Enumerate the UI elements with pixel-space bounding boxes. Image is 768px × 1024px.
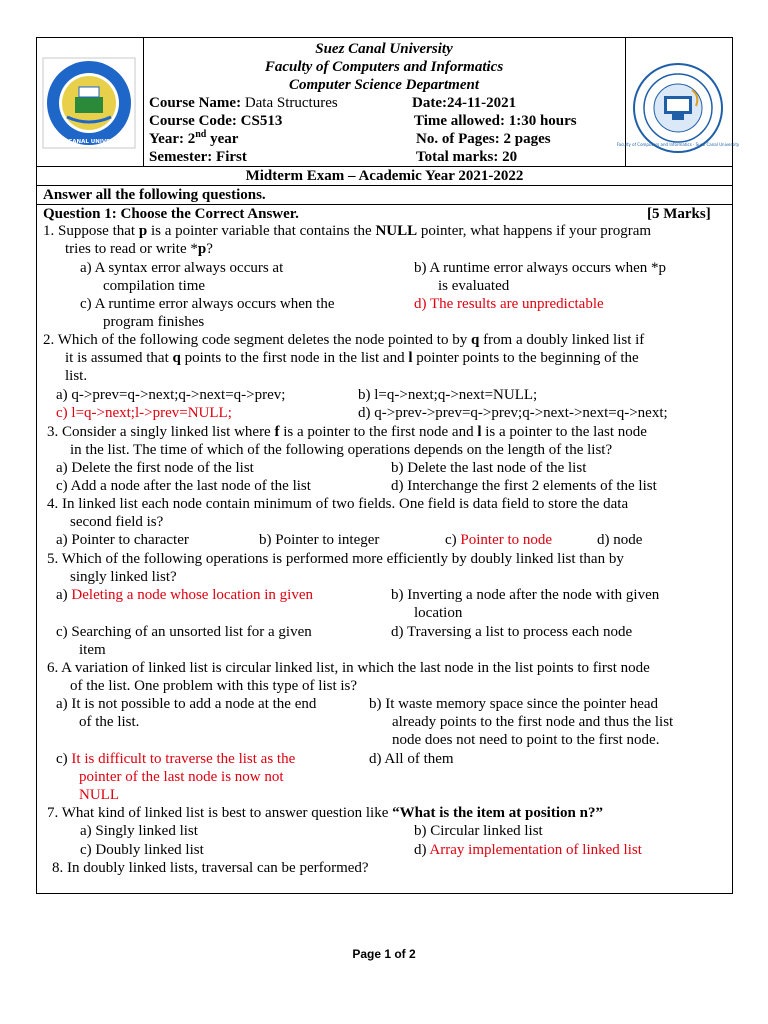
q7-option-b: b) Circular linked list: [414, 823, 543, 839]
q2-line-2: it is assumed that q points to the first node in the list and l pointer points to the beginning of the: [65, 350, 639, 366]
q2-option-b: b) l=q->next;q->next=NULL;: [358, 387, 538, 403]
q7-option-d: d) Array implementation of linked list: [414, 842, 642, 858]
q5-option-d: d) Traversing a list to process each node: [391, 624, 633, 640]
time-allowed: Time allowed: 1:30 hours: [414, 113, 577, 129]
year-suffix: year: [206, 131, 239, 147]
study-year: [149, 130, 238, 148]
q1-option-a: a) A syntax error always occurs at: [80, 260, 284, 276]
page-number: Page 1 of 2: [352, 947, 416, 961]
q4-option-c: c) Pointer to node: [445, 532, 553, 548]
course-name: [149, 94, 338, 112]
q2-option-c: c) l=q->next;l->prev=NULL;: [56, 405, 232, 421]
q1-line-2: tries to read or write *p?: [65, 241, 213, 257]
q1-option-a-cont: compilation time: [103, 278, 206, 294]
q3-line-2: in the list. The time of which of the following operations depends on the length of the list?: [70, 442, 613, 458]
q1-option-b-cont: is evaluated: [438, 278, 510, 294]
q7-option-a: a) Singly linked list: [80, 823, 198, 839]
q5-option-c: c) Searching of an unsorted list for a given: [56, 624, 312, 640]
instruction: Answer all the following questions.: [43, 187, 266, 203]
q1-line-1: 1. Suppose that p is a pointer variable that contains the NULL pointer, what happens if your program: [43, 223, 652, 239]
q5-line-2: singly linked list?: [70, 569, 177, 585]
university-logo-icon: [42, 57, 136, 149]
q3-option-a: a) Delete the first node of the list: [56, 460, 254, 476]
right-logo-text: Faculty of Computers and Informatics · Suez Canal University: [616, 142, 740, 147]
q5-option-b: b) Inverting a node after the node with given: [391, 587, 660, 603]
course-code: Course Code: CS513: [149, 113, 283, 129]
q3-option-d: d) Interchange the first 2 elements of the list: [391, 478, 657, 494]
q7-option-c: c) Doubly linked list: [80, 842, 204, 858]
department-name: Computer Science Department: [289, 77, 479, 93]
course-name-value: Data Structures: [244, 95, 338, 111]
q6-option-b-cont-2: node does not need to point to the first node.: [392, 732, 660, 748]
q4-option-b: b) Pointer to integer: [259, 532, 380, 548]
university-name: Suez Canal University: [315, 41, 453, 57]
q5-option-a: a) Deleting a node whose location in given: [56, 587, 314, 603]
q3-line-1: 3. Consider a singly linked list where f is a pointer to the first node and l is a pointer to the last node: [47, 424, 647, 440]
q8-line-1: 8. In doubly linked lists, traversal can be performed?: [52, 860, 369, 876]
q4-line-1: 4. In linked list each node contain minimum of two fields. One field is data field to store the data: [47, 496, 629, 512]
course-name-label: Course Name:: [149, 95, 242, 111]
q5-option-c-cont: item: [79, 642, 106, 658]
left-logo-text: SUEZ CANAL UNIVERSITY: [50, 139, 128, 145]
q1-option-d-answer: d) The results are unpredictable: [414, 296, 604, 312]
q6-line-1: 6. A variation of linked list is circular linked list, in which the last node in the list points to first node: [47, 660, 650, 676]
q6-option-c-cont-1: pointer of the last node is now not: [79, 769, 284, 785]
q4-option-d: d) node: [597, 532, 643, 548]
q1-option-b: b) A runtime error always occurs when *p: [414, 260, 667, 276]
q1-option-c: c) A runtime error always occurs when the: [80, 296, 335, 312]
q6-line-2: of the list. One problem with this type of list is?: [70, 678, 358, 694]
q2-line-1: 2. Which of the following code segment deletes the node pointed to by q from a doubly linked list if: [43, 332, 645, 348]
exam-date: Date:24-11-2021: [412, 95, 517, 111]
question-1-title: Question 1: Choose the Correct Answer.: [43, 206, 299, 222]
q6-option-c: c) It is difficult to traverse the list as the: [56, 751, 296, 767]
q2-line-3: list.: [65, 368, 88, 384]
q4-line-2: second field is?: [70, 514, 164, 530]
total-marks: Total marks: 20: [416, 149, 518, 165]
q5-option-b-cont: location: [414, 605, 463, 621]
faculty-name: Faculty of Computers and Informatics: [264, 59, 504, 75]
page-count: No. of Pages: 2 pages: [416, 131, 551, 147]
q3-option-c: c) Add a node after the last node of the list: [56, 478, 311, 494]
q4-option-a: a) Pointer to character: [56, 532, 189, 548]
q1-option-c-cont: program finishes: [103, 314, 205, 330]
q6-option-d: d) All of them: [369, 751, 454, 767]
q6-option-a-cont: of the list.: [79, 714, 140, 730]
question-1-marks: [5 Marks]: [647, 206, 711, 222]
q2-option-d: d) q->prev->prev=q->prev;q->next->next=q->next;: [358, 405, 668, 421]
q6-option-a: a) It is not possible to add a node at the end: [56, 696, 317, 712]
q5-line-1: 5. Which of the following operations is performed more efficiently by doubly linked list than by: [47, 551, 624, 567]
q6-option-b-cont-1: already points to the first node and thus the list: [392, 714, 674, 730]
q6-option-b: b) It waste memory space since the pointer head: [369, 696, 659, 712]
q3-option-b: b) Delete the last node of the list: [391, 460, 587, 476]
semester: Semester: First: [149, 149, 247, 165]
year-prefix: Year: 2: [149, 131, 196, 147]
faculty-logo-icon: [616, 62, 740, 154]
q7-line-1: 7. What kind of linked list is best to answer question like “What is the item at position n?”: [47, 805, 603, 821]
year-sup: nd: [195, 129, 207, 140]
q2-option-a: a) q->prev=q->next;q->next=q->prev;: [56, 387, 286, 403]
exam-title: Midterm Exam – Academic Year 2021-2022: [245, 168, 524, 184]
q6-option-c-cont-2: NULL: [79, 787, 119, 803]
